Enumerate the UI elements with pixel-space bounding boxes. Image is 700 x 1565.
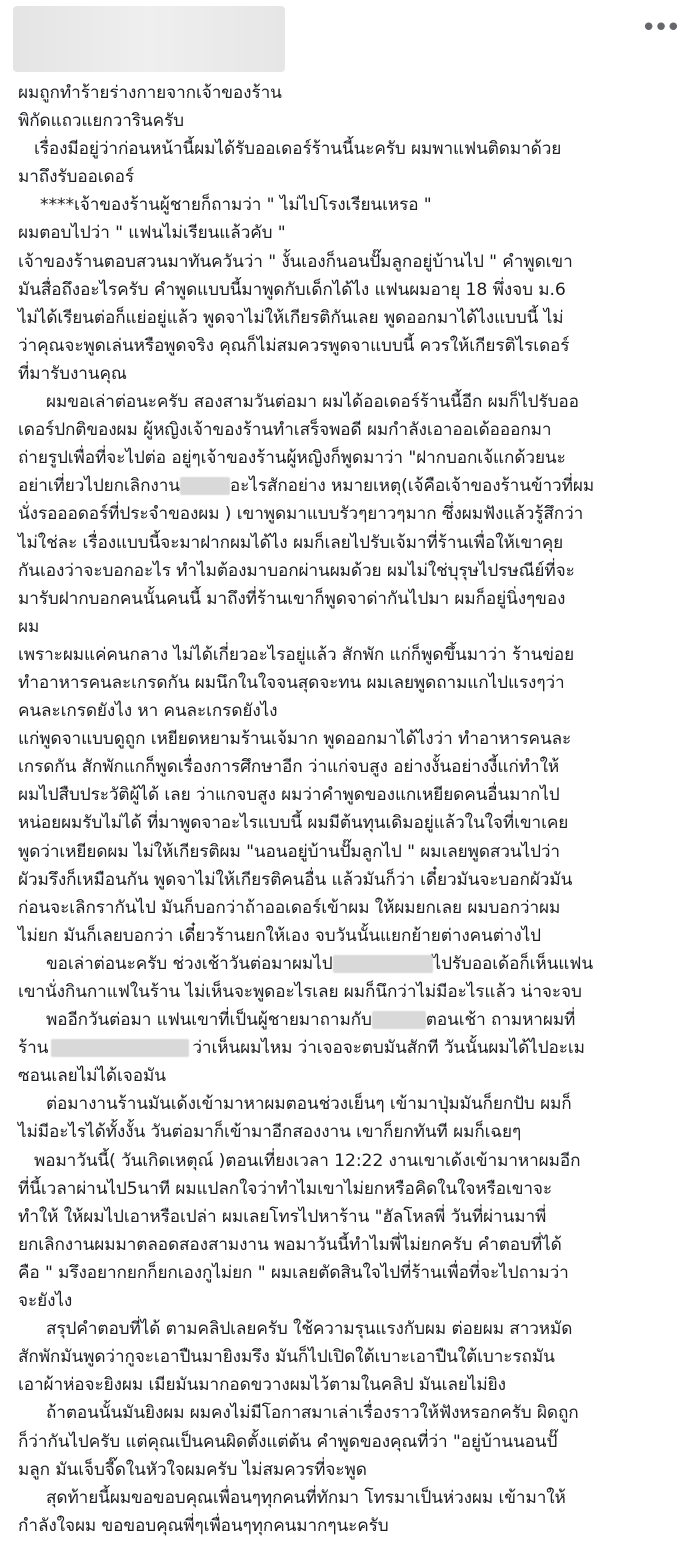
post-line: พออีกวันต่อมา แฟนเขาที่เป็นผู้ชายมาถามกับ ตอนเช้า ถามหาผมที่	[46, 1010, 576, 1031]
post-header	[0, 0, 700, 80]
post-line: สรุปคำตอบที่ได้ ตามคลิปเลยครับ ใช้ความรุนแรงกับผม ต่อยผม สาวหมัด	[46, 1319, 573, 1340]
post-line: ทำให้ ให้ผมไปเอาหรือเปล่า ผมเลยโทรไปหาร้าน "ฮัลโหลพี่ วันที่ผ่านมาพี่	[18, 1206, 547, 1227]
post-line: พูดว่าเหยียดผม ไม่ให้เกียรติผม "นอนอยู่บ้านปั๊มลูกไป " ผมเลยพูดสวนไปว่า	[18, 841, 560, 862]
post-line: ผมถูกทำร้ายร่างกายจากเจ้าของร้าน	[18, 83, 282, 103]
post-line: มลูก มันเจ็บจี๊ดในหัวใจผมครับ ไม่สมควรที่จะพูด	[18, 1459, 367, 1480]
post-line: จะยังไง	[18, 1291, 73, 1312]
post-line: หน่อยผมรับไม่ได้ ที่มาพูดจาอะไรแบบนี้ ผมมีต้นทุนเดิมอยู่แล้วในใจที่เขาเคย	[18, 813, 569, 834]
post-line: ผัวมรึงก็เหมือนกัน พูดจาไม่ให้เกียรติคนอื่น แล้วมันก็ว่า เดี๋ยวมันจะบอกผัวมัน	[18, 869, 573, 890]
post-line: คือ " มรึงอยากยกก็ยกเองกูไม่ยก " ผมเลยตัดสินใจไปที่ร้านเพื่อที่จะไปถามว่า	[18, 1262, 569, 1283]
post-line: ก่อนจะเลิกรากันไป มันก็บอกว่าถ้าออเดอร์เข้าผม ให้ผมยกเลย ผมบอกว่าผม	[18, 897, 561, 918]
redacted-author-name	[13, 6, 285, 72]
post-line: ร้าน ว่าเห็นผมไหม ว่าเจอจะตบมันสักที วันนั้นผมได้ไปอะเม	[18, 1038, 585, 1059]
post-line: ผมขอเล่าต่อนะครับ สองสามวันต่อมา ผมได้ออเดอร์ร้านนี้อีก ผมก็ไปรับออ	[46, 392, 579, 413]
post-line: แก่พูดจาแบบดูถูก เหยียดหยามร้านเจ้มาก พูดออกมาได้ไงว่า ทำอาหารคนละ	[18, 729, 572, 750]
post-line: คนละเกรดยังไง หา คนละเกรดยังไง	[18, 701, 278, 722]
post-line: มารับฝากบอกคนนั้นคนนี้ มาถึงที่ร้านเขาก็พูดจาด่ากันไปมา ผมก็อยู่นิ่งๆของ	[18, 588, 566, 609]
post-line: กันเองว่าจะบอกอะไร ทำไมต้องมาบอกผ่านผมด้วย ผมไม่ใช่บุรุษไปรษณีย์ที่จะ	[18, 560, 575, 581]
more-options-icon[interactable]: •••	[640, 13, 678, 43]
post-line: ผมตอบไปว่า " แฟนไม่เรียนแล้วคับ "	[18, 223, 286, 244]
post-line: ผมไปสืบประวัติผู้ได้ เลย ว่าแกจบสูง ผมว่าคำพูดของแกเหยียดคนอื่นมากไป	[18, 785, 560, 806]
post-line: มันสื่อถึงอะไรครับ คำพูดแบบนี้มาพูดกับเด็กได้ไง แฟนผมอายุ 18 พึ่งจบ ม.6	[18, 279, 566, 300]
post-line: เอาผ้าห่อจะยิงผม เมียมันมากอดขวางผมไว้ตามในคลิป มันเลยไม่ยิง	[18, 1375, 506, 1396]
post-line: ทำอาหารคนละเกรดกัน ผมนึกในใจจนสุดจะทน ผมเลยพูดถามแกไปแรงๆว่า	[18, 672, 565, 693]
post-line: พอมาวันนี้( วันเกิดเหตุณ์ )ตอนเที่ยงเวลา 12:22 งานเขาเด้งเข้ามาหาผมอีก	[34, 1150, 581, 1171]
post-line: ซอนเลยไม่ได้เจอมัน	[18, 1066, 166, 1087]
post-line: ****เจ้าของร้านผู้ชายก็ถามว่า " ไม่ไปโรงเรียนเหรอ "	[40, 195, 432, 216]
post-line: ที่มารับงานคุณ	[18, 363, 127, 384]
post-line: สุดท้ายนี้ผมขอขอบคุณเพื่อนๆทุกคนที่ทักมา โทรมาเป็นห่วงผม เข้ามาให้	[46, 1487, 566, 1508]
post-line: ที่นี้เวลาผ่านไป5นาที ผมแปลกใจว่าทำไมเขาไม่ยกหรือคิดในใจหรือเขาจะ	[18, 1178, 553, 1199]
post-line: ผม	[18, 616, 40, 637]
post-line: ต่อมางานร้านมันเด้งเข้ามาหาผมตอนช่วงเย็นๆ เข้ามาปุ่มมันก็ยกปับ ผมก็	[46, 1094, 572, 1115]
post-line: ก็ว่ากันไปครับ แต่คุณเป็นคนผิดตั้งแต่ต้น คำพูดของคุณที่ว่า "อยู่บ้านนอนปั๊	[18, 1431, 558, 1452]
post-body	[18, 79, 688, 1540]
post-line: มาถึงรับออเดอร์	[18, 167, 134, 188]
post-line: เกรดกัน สักพักแกก็พูดเรื่องการศึกษาอีก ว่าแก่จบสูง อย่างงั้นอย่างงี้แก่ทำให้	[18, 757, 560, 778]
post-line: ว่าคุณจะพูดเล่นหรือพูดจริง คุณก็ไม่สมควรพูดจาแบบนี้ ควรให้เกียรติไรเดอร์	[18, 335, 570, 356]
post-line: กำลังใจผม ขอขอบคุณพี่ๆเพื่อนๆทุกคนมากๆนะครับ	[18, 1515, 389, 1536]
post-line: ไม่มีอะไรได้ทั้งงั้น วันต่อมาก็เข้ามาอีกสองงาน เขาก็ยกทันที ผมก็เฉยๆ	[18, 1122, 522, 1143]
post-line: สักพักมันพูดว่ากูจะเอาปืนมายิงมรึง มันก็ไปเปิดใต้เบาะเอาปืนใต้เบาะรถมัน	[18, 1347, 555, 1368]
post-line: พิกัดแถวแยกวารินครับ	[18, 111, 184, 132]
redacted-text	[333, 955, 433, 973]
post-line: ไม่ได้เรียนต่อก็แย่อยู่แล้ว พูดจาไม่ให้เกียรติกันเลย พูดออกมาได้ไงแบบนี้ ไม่	[18, 307, 564, 328]
post-line: ไม่ใช่ละ เรื่องแบบนี้จะมาฝากผมได้ไง ผมก็เลยไปรับเจ้มาที่ร้านเพื่อให้เขาคุย	[18, 532, 564, 553]
post-line: นั่งรอออดอร์ที่ประจำของผม ) เขาพูดมาแบบรัวๆยาวๆมาก ซึ่งผมฟังแล้วรู้สึกว่า	[18, 504, 584, 525]
post-line: เขานั่งกินกาแฟในร้าน ไม่เห็นจะพูดอะไรเลย ผมก็นึกว่าไม่มีอะไรแล้ว น่าจะจบ	[18, 982, 582, 1002]
post-line: เจ้าของร้านตอบสวนมาทันควันว่า " งั้นเองก็นอนปั๊มลูกอยู่บ้านไป " คำพูดเขา	[18, 251, 573, 272]
post-line: ถ่ายรูปเพื่อที่จะไปต่อ อยู่ๆเจ้าของร้านผู้หญิงก็พูดมาว่า "ฝากบอกเจ้แกด้วยนะ	[18, 448, 566, 469]
redacted-text	[180, 477, 230, 495]
post-line: ไม่ยก มันก็เลยบอกว่า เดี๋ยวร้านยกให้เอง จบวันนั้นแยกย้ายต่างคนต่างไป	[18, 925, 541, 946]
post-line: ขอเล่าต่อนะครับ ช่วงเช้าวันต่อมาผมไป ไปรับออเด้อก็เห็นแฟน	[46, 953, 593, 974]
post-line: เรื่องมีอยู่ว่าก่อนหน้านี้ผมได้รับออเดอร์ร้านนี้นะครับ ผมพาแฟนติดมาด้วย	[34, 139, 562, 160]
redacted-text	[51, 1039, 189, 1057]
post-line: เดอร์ปกติของผม ผู้หญิงเจ้าของร้านทำเสร็จพอดี ผมกำลังเอาออเด้อออกมา	[18, 420, 552, 441]
post-line: เพราะผมแค่คนกลาง ไม่ได้เกี่ยวอะไรอยู่แล้ว สักพัก แก่ก็พูดขึ้นมาว่า ร้านข่อย	[18, 644, 575, 665]
post-line: ถ้าตอนนั้นมันยิงผม ผมคงไม่มีโอกาสมาเล่าเรื่องราวให้ฟังหรอกครับ ผิดถูก	[46, 1403, 579, 1424]
post-line: อย่าเที่ยวไปยกเลิกงาน อะไรสักอย่าง หมายเหตุ(เจ้คือเจ้าของร้านข้าวที่ผม	[18, 476, 595, 497]
redacted-text	[372, 1011, 426, 1029]
post-line: ยกเลิกงานผมมาตลอดสองสามงาน พอมาวันนี้ทำไมพี่ไม่ยกครับ คำตอบที่ได้	[18, 1234, 562, 1255]
